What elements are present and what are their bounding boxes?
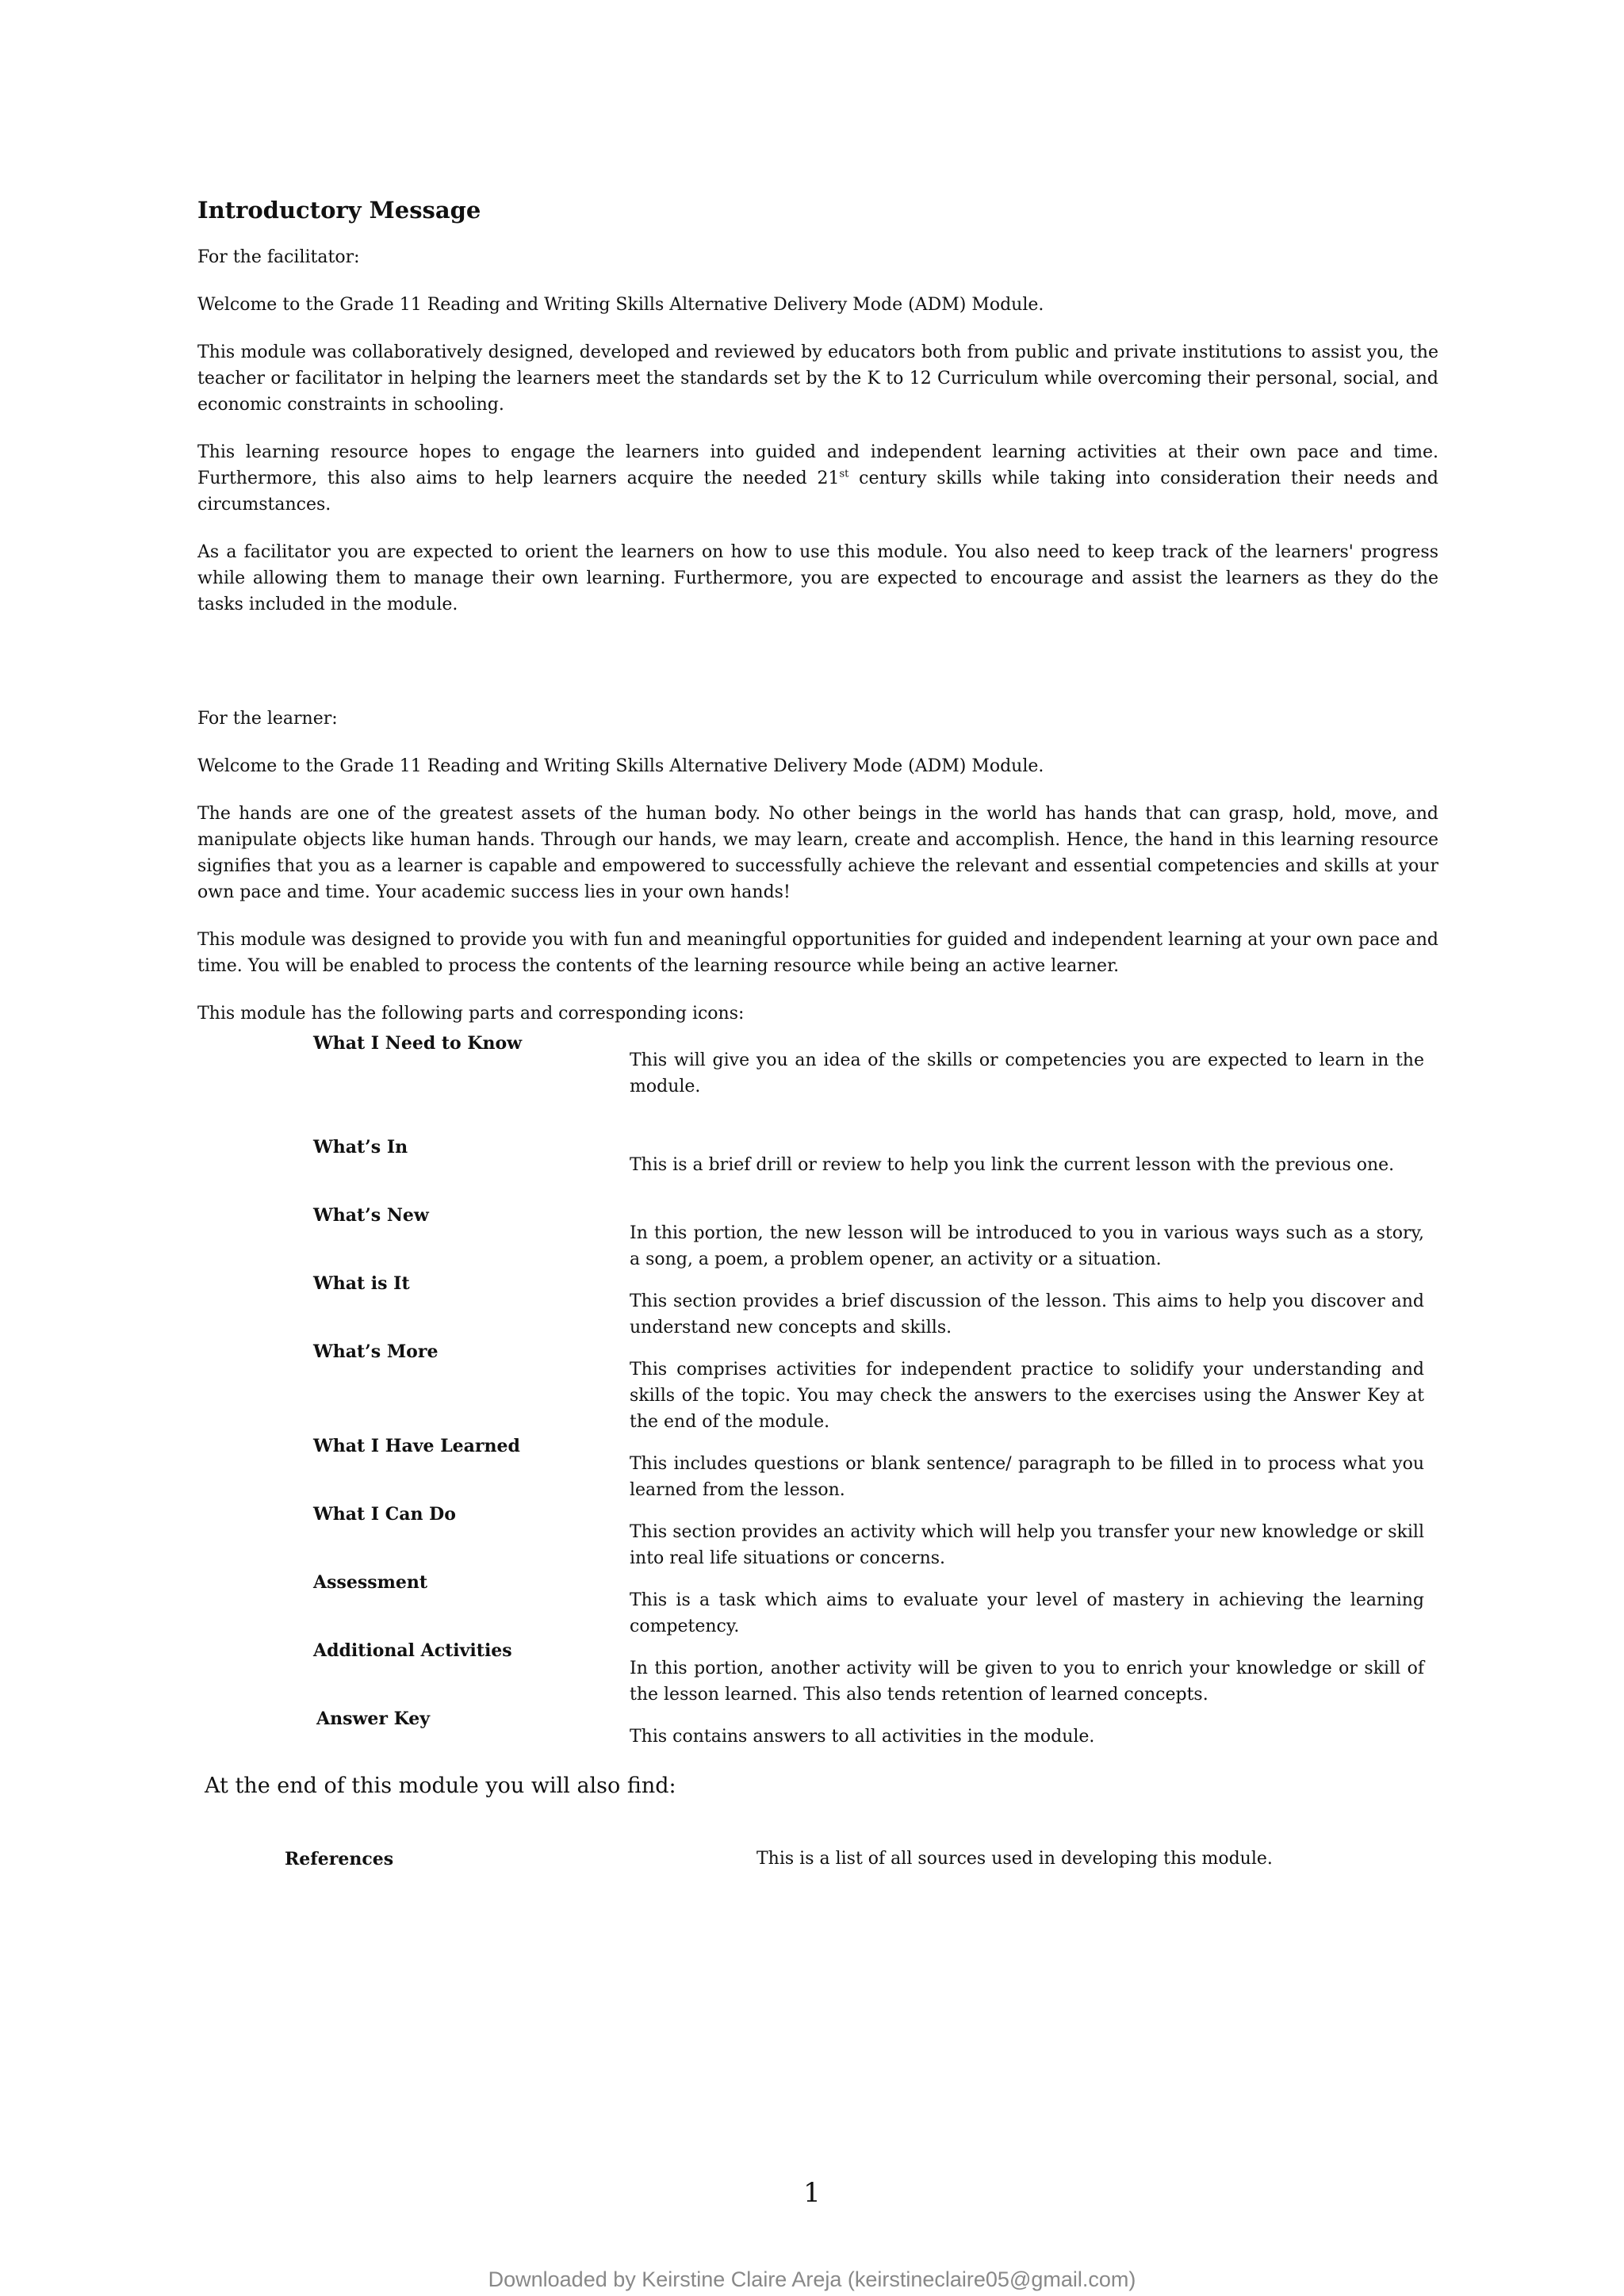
learner-paragraph-2: This module was designed to provide you with fun and meaningful opportunities for guided and independent learning at your own pace and time. You will be enabled to process the contents of the learning resource while being an active learner.	[197, 930, 1438, 976]
part-name: What I Need to Know	[313, 1033, 523, 1054]
learner-paragraph-1: The hands are one of the greatest assets of the human body. No other beings in the world has hands that can grasp, hold, move, and manipulate objects like human hands. Through our hands, we may learn, create and accomplish. Hence, the hand in this learning resource signifies that you as a learner is capable and empowered to successfully achieve the relevant and essential competencies and skills at your own pace and time. Your academic success lies in your own hands!	[197, 804, 1438, 902]
part-description: This section provides a brief discussion of the lesson. This aims to help you discover and understand new concepts and skills.	[630, 1292, 1424, 1337]
part-name: What’s New	[313, 1205, 429, 1226]
document-body	[197, 197, 1438, 1048]
part-description: This section provides an activity which will help you transfer your new knowledge or skill into real life situations or concerns.	[630, 1522, 1424, 1568]
facilitator-label: For the facilitator:	[197, 247, 360, 267]
facilitator-paragraph-2-part-a: This learning resource hopes to engage the learners into guided and independent learning activities at their own pace and time. Furthermore, this also aims to help learners acquire the needed 21	[197, 442, 1438, 488]
part-name: Answer Key	[316, 1709, 431, 1729]
part-description: This is a task which aims to evaluate your level of mastery in achieving the learning competency.	[630, 1590, 1424, 1636]
part-name: Additional Activities	[313, 1640, 512, 1661]
parts-intro: This module has the following parts and corresponding icons:	[197, 1004, 745, 1024]
part-name: What’s More	[313, 1341, 439, 1362]
facilitator-paragraph-2-part-b: century skills while taking into consideration their needs and circumstances.	[197, 469, 1438, 515]
facilitator-paragraph-3: As a facilitator you are expected to orient the learners on how to use this module. You also need to keep track of the learners' progress while allowing them to manage their own learning. Furthermore, you are expected to encourage and assist the learners as they do the tasks included in the module.	[197, 542, 1438, 614]
section-gap	[197, 639, 1438, 706]
part-description: This includes questions or blank sentence/ paragraph to be filled in to process what you learned from the lesson.	[630, 1454, 1424, 1500]
part-description: In this portion, another activity will be given to you to enrich your knowledge or skill of the lesson learned. This also tends retention of learned concepts.	[630, 1659, 1424, 1705]
part-description: This comprises activities for independent practice to solidify your understanding and skills of the topic. You may check the answers to the exercises using the Answer Key at the end of the module.	[630, 1360, 1424, 1432]
references-description: This is a list of all sources used in developing this module.	[756, 1849, 1273, 1869]
part-description: In this portion, the new lesson will be introduced to you in various ways such as a story, a song, a poem, a problem opener, an activity or a situation.	[630, 1223, 1424, 1269]
facilitator-welcome: Welcome to the Grade 11 Reading and Writing Skills Alternative Delivery Mode (ADM) Module.	[197, 295, 1044, 315]
page-number: 1	[803, 2177, 821, 2209]
part-name: What I Can Do	[313, 1504, 456, 1525]
references-name: References	[285, 1849, 394, 1869]
end-note: At the end of this module you will also find:	[205, 1774, 676, 1798]
part-name: What is It	[313, 1273, 410, 1294]
part-description: This is a brief drill or review to help you link the current lesson with the previous one.	[630, 1155, 1395, 1175]
part-name: Assessment	[313, 1572, 428, 1593]
page-title: Introductory Message	[197, 197, 481, 224]
facilitator-paragraph-1: This module was collaboratively designed, developed and reviewed by educators both from public and private institutions to assist you, the teacher or facilitator in helping the learners meet the standards set by the K to 12 Curriculum while overcoming their personal, social, and economic constraints in schooling.	[197, 342, 1438, 415]
part-name: What I Have Learned	[313, 1436, 520, 1456]
part-description: This will give you an idea of the skills or competencies you are expected to learn in the module.	[630, 1050, 1424, 1096]
facilitator-paragraph-2	[197, 439, 1438, 518]
learner-label: For the learner:	[197, 709, 338, 729]
download-footer: Downloaded by Keirstine Claire Areja (keirstineclaire05@gmail.com)	[488, 2267, 1136, 2291]
part-description: This contains answers to all activities in the module.	[630, 1727, 1095, 1747]
part-name: What’s In	[313, 1137, 408, 1158]
learner-welcome: Welcome to the Grade 11 Reading and Writing Skills Alternative Delivery Mode (ADM) Module.	[197, 756, 1044, 776]
superscript-st: st	[839, 468, 849, 480]
